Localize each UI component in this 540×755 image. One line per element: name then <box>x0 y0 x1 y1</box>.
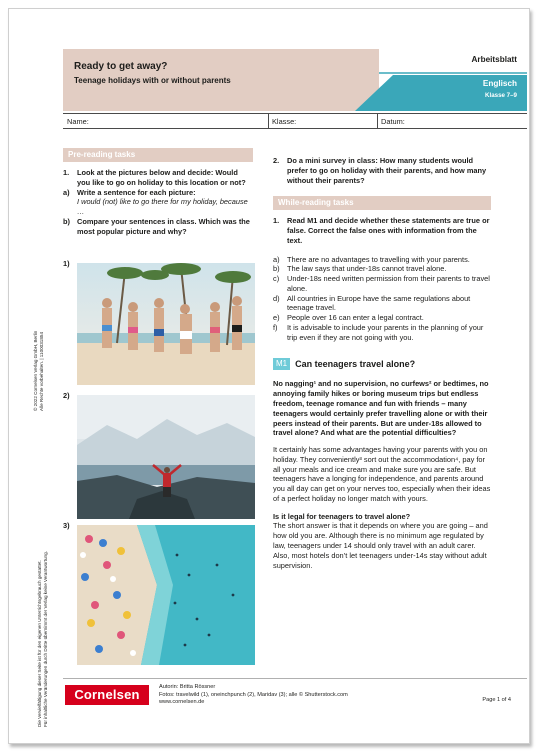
glacier-hiker-photo-icon <box>77 395 255 519</box>
statement-item <box>273 255 491 265</box>
copyright-line: Alle Rechte vorbehalten. | 1100031854 <box>38 331 44 411</box>
statement-item <box>273 323 491 343</box>
m1-subheading: Is it legal for teenagers to travel alone? <box>273 511 411 521</box>
name-bar-divider <box>377 114 378 128</box>
task-number: 1. <box>63 168 70 177</box>
statement-item <box>273 313 491 323</box>
page-subtitle: Teenage holidays with or without parents <box>74 76 231 85</box>
task-text: Read M1 and decide whether these statements are true or false. Correct the false ones with information from the text. <box>287 216 490 245</box>
task-number: 2. <box>273 156 280 165</box>
picture-label: 1) <box>63 259 70 268</box>
statement-item <box>273 264 491 274</box>
task-text: Do a mini survey in class: How many students would prefer to go on holiday with their parents, and how many without their parents? <box>287 156 487 185</box>
cornelsen-logo: Cornelsen <box>65 685 149 705</box>
website-link[interactable]: www.cornelsen.de <box>159 699 205 706</box>
statement-letter: b) <box>273 264 280 274</box>
m1-title: Can teenagers travel alone? <box>295 358 416 369</box>
prereading-heading: Pre-reading tasks <box>63 148 253 162</box>
beach-party-photo-icon <box>77 263 255 385</box>
worksheet-label: Arbeitsblatt <box>471 55 517 64</box>
subject-label: Englisch <box>482 79 517 88</box>
photo-credit: Fotos: travelwild (1), oneinchpunch (2), Maridav (3); alle © Shutterstock.com <box>159 691 348 698</box>
statement-letter: c) <box>273 274 280 284</box>
class-field-label[interactable]: Klasse: <box>272 117 297 126</box>
name-bar <box>63 113 527 129</box>
statement-letter: e) <box>273 313 280 323</box>
task-hint: I would (not) like to go there for my holiday, because … <box>77 197 248 217</box>
usage-note <box>37 551 49 727</box>
m1-heading <box>273 358 491 370</box>
statement-text: All countries in Europe have the same regulations about teenage travel. <box>287 293 471 313</box>
statement-text: Under-18s need written permission from their parents to travel alone. <box>287 274 490 293</box>
prereading-task-1 <box>63 168 253 188</box>
task-text: Compare your sentences in class. Which was the most popular picture and why? <box>77 216 250 236</box>
prereading-task-1a <box>63 188 253 217</box>
task-number: 1. <box>273 216 280 226</box>
name-bar-divider <box>268 114 269 128</box>
m1-paragraph: It certainly has some advantages having your parents with you on holiday. They conveniently³ sort out the accommodation⁴, pay for all your meals and ice cream and make sure you are safe. But teenagers have a longing for independence, and parents around you all day can get on your nerves too, especially when their ideas of a perfect holiday no longer match with yours. <box>273 445 491 503</box>
author-credit: Autorin: Britta Rössner <box>159 684 216 690</box>
copyright-note <box>33 331 45 411</box>
usage-line: Die Vervielfältigung dieser Seite ist für den eigenen Unterrichtsgebrauch gestattet. <box>37 560 42 727</box>
page-number: Page 1 of 4 <box>482 697 511 703</box>
usage-line: Für inhaltliche Veränderungen durch Dritte übernimmt der Verlag keine Verantwortung. <box>42 551 48 727</box>
worksheet-page <box>8 8 530 744</box>
whilereading-heading: While-reading tasks <box>273 196 491 210</box>
footer-credits <box>159 684 348 707</box>
m1-paragraph: The short answer is that it depends on where you are going – and how old you are. Although there is no minimum age regulated by law, teenagers under 14 should only travel with an adult carer. Also, most hotels don’t let teenagers under-14s stay without adult supervision. <box>273 521 488 570</box>
statement-item <box>273 294 491 314</box>
header-banner <box>63 49 379 111</box>
m1-intro: No nagging¹ and no supervision, no curfews² or bedtimes, no annoying family hikes or boring museum trips but endless freedom, teenage romance and fun with friends – many teenagers would certainly prefer travelling alone or with their peers instead of their parents. But are under-18s allowed to travel alone? And what are the potential difficulties? <box>273 379 489 438</box>
statement-item <box>273 274 491 294</box>
task-letter: a) <box>63 187 70 197</box>
statement-text: It is advisable to include your parents in the planning of your trip even if they are not going with you. <box>287 322 484 342</box>
page-title: Ready to get away? <box>74 61 168 72</box>
task-letter: b) <box>63 216 70 226</box>
statement-letter: a) <box>273 254 280 264</box>
task-text: Look at the pictures below and decide: Would you like to go on holiday to this location or not? <box>77 168 246 187</box>
left-column <box>63 148 253 236</box>
whilereading-task-1 <box>273 216 491 245</box>
task-text: Write a sentence for each picture: <box>77 187 196 197</box>
statement-text: People over 16 can enter a legal contract. <box>287 313 424 323</box>
right-column <box>273 148 491 570</box>
prereading-task-1b <box>63 217 253 237</box>
picture-label: 2) <box>63 391 70 400</box>
m1-badge: M1 <box>273 358 290 370</box>
picture-label: 3) <box>63 521 70 530</box>
statement-letter: f) <box>273 322 278 332</box>
name-field-label[interactable]: Name: <box>67 117 89 126</box>
date-field-label[interactable]: Datum: <box>381 117 405 126</box>
statement-text: There are no advantages to travelling with your parents. <box>287 254 470 264</box>
copyright-line: © 2022 Cornelsen Verlag GmbH, Berlin <box>33 330 38 411</box>
header-tag <box>355 49 527 111</box>
statement-text: The law says that under-18s cannot travel alone. <box>287 264 447 274</box>
statement-list <box>273 255 491 343</box>
prereading-task-2 <box>273 156 491 185</box>
footer-divider <box>63 678 527 679</box>
statement-letter: d) <box>273 293 280 303</box>
grade-label: Klasse 7–9 <box>485 92 517 99</box>
aerial-beach-photo-icon <box>77 525 255 665</box>
